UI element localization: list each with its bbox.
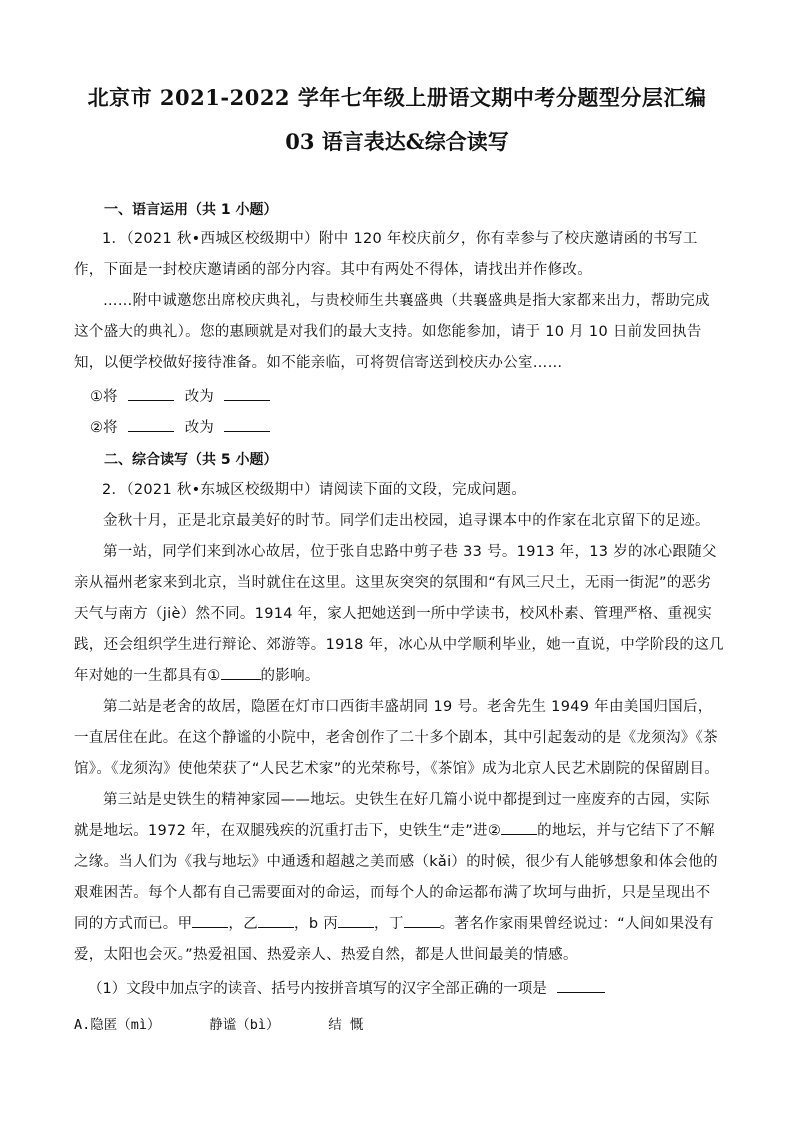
- answer-2-blank-to[interactable]: [224, 417, 270, 432]
- paragraph-4-text-a: 第三站是史铁生的精神家园——地坛。史铁生在好几篇小说中都提到过一座废弃的古园，实际就是地坛。1972 年，在双腿残疾的沉重打击下，史铁生“走”进②: [74, 792, 710, 839]
- section-heading-language-use: 一、语言运用（共 1 小题）: [104, 202, 278, 218]
- answer-1-blank-from[interactable]: [128, 386, 174, 401]
- paragraph-4-text-d: ，b 丙: [294, 916, 339, 932]
- sub-question-1-text: （1）文段中加点字的读音、括号内按拼音填写的汉字全部正确的一项是: [88, 981, 547, 997]
- question-1-excerpt: ……附中诚邀您出席校庆典礼，与贵校师生共襄盛典（共襄盛典是指大家都来出力，帮助完成这个盛大的典礼）。您的惠顾就是对我们的最大支持。如您能参加，请于 10 月 10 日前发回执告知，以便学校做好接待准备。如不能亲临，可将贺信寄送到校庆办公室……: [74, 293, 710, 371]
- page-title: 北京市 2021-2022 学年七年级上册语文期中考分题型分层汇编: [87, 85, 707, 110]
- passage-paragraph-3: 第二站是老舍的故居，隐匿在灯市口西街丰盛胡同 19 号。老舍先生 1949 年由美国归国后，一直居住在此。在这个静谧的小院中，老舍创作了二十多个剧本，其中引起轰动的是《龙须沟》《茶馆》。《龙须沟》使他荣获了“人民艺术家”的光荣称号，《茶馆》成为北京人民艺术剧院的保留剧目。: [74, 699, 720, 777]
- blank-yi[interactable]: [258, 913, 294, 928]
- paragraph-4-text-c: ，乙: [228, 916, 259, 932]
- question-2-intro: 2．（2021 秋•东城区校级期中）请阅读下面的文段，完成问题。: [102, 482, 527, 498]
- paragraph-4-text-f: 。著名作家雨果曾经说过：“人间如果没有爱，太阳也会灭。”热爱祖国、热爱亲人、热爱自然，都是人世间最美的情感。: [74, 916, 714, 963]
- blank-1[interactable]: [221, 665, 261, 680]
- section-heading-integrated-reading: 二、综合读写（共 5 小题）: [104, 452, 278, 468]
- paragraph-4-text-e: ，丁: [374, 916, 404, 932]
- blank-ding[interactable]: [404, 913, 440, 928]
- answer-1-blank-to[interactable]: [224, 386, 270, 401]
- answer-line-1: [90, 385, 270, 406]
- answer-2-blank-from[interactable]: [128, 417, 174, 432]
- passage-paragraph-2: [74, 537, 724, 692]
- answer-1-prefix: ①将: [90, 389, 118, 405]
- blank-2[interactable]: [501, 820, 537, 835]
- answer-2-prefix: ②将: [90, 420, 118, 436]
- answer-1-mid: 改为: [184, 389, 214, 405]
- paragraph-2-text: 第一站，同学们来到冰心故居，位于张自忠路中剪子巷 33 号。1913 年，13 岁的冰心跟随父亲从福州老家来到北京，当时就住在这里。这里灰突突的氛围和“有风三尺土，无雨一街泥”的恶劣天气与南方（jiè）然不同。1914 年，家人把她送到一所中学读书，校风朴素、管理严格、重视实践，还会组织学生进行辩论、郊游等。1918 年，冰心从中学顺利毕业，她一直说，中学阶段的这几年对她的一生都具有①: [74, 544, 724, 684]
- option-a: A.隐匿（mì） 静谧（bì） 结 慨: [74, 1017, 364, 1033]
- question-1-intro: 1．（2021 秋•西城区校级期中）附中 120 年校庆前夕，你有幸参与了校庆邀请函的书写工作，下面是一封校庆邀请函的部分内容。其中有两处不得体，请找出并作修改。: [74, 231, 698, 278]
- blank-jia[interactable]: [192, 913, 228, 928]
- passage-paragraph-4: [74, 785, 724, 971]
- passage-paragraph-1: 金秋十月，正是北京最美好的时节。同学们走出校园，追寻课本中的作家在北京留下的足迹。: [103, 513, 710, 529]
- blank-bing[interactable]: [338, 913, 374, 928]
- page-subtitle: 03 语言表达&综合读写: [285, 129, 509, 154]
- answer-line-2: [90, 416, 270, 437]
- paragraph-2-end: 的影响。: [260, 668, 320, 684]
- sub-question-1: [88, 977, 605, 998]
- answer-2-mid: 改为: [184, 420, 214, 436]
- sub-question-1-answer-blank[interactable]: [557, 978, 605, 993]
- paragraph-4-text-b: 的地坛，并与它结下了不解之缘。当人们为《我与地坛》中通透和超越之美而感（kǎi）的时候，很少有人能够想象和体会他的艰难困苦。每个人都有自己需要面对的命运，而每个人的命运都布满了坎坷与曲折，只是呈现出不同的方式而已。甲: [74, 823, 718, 932]
